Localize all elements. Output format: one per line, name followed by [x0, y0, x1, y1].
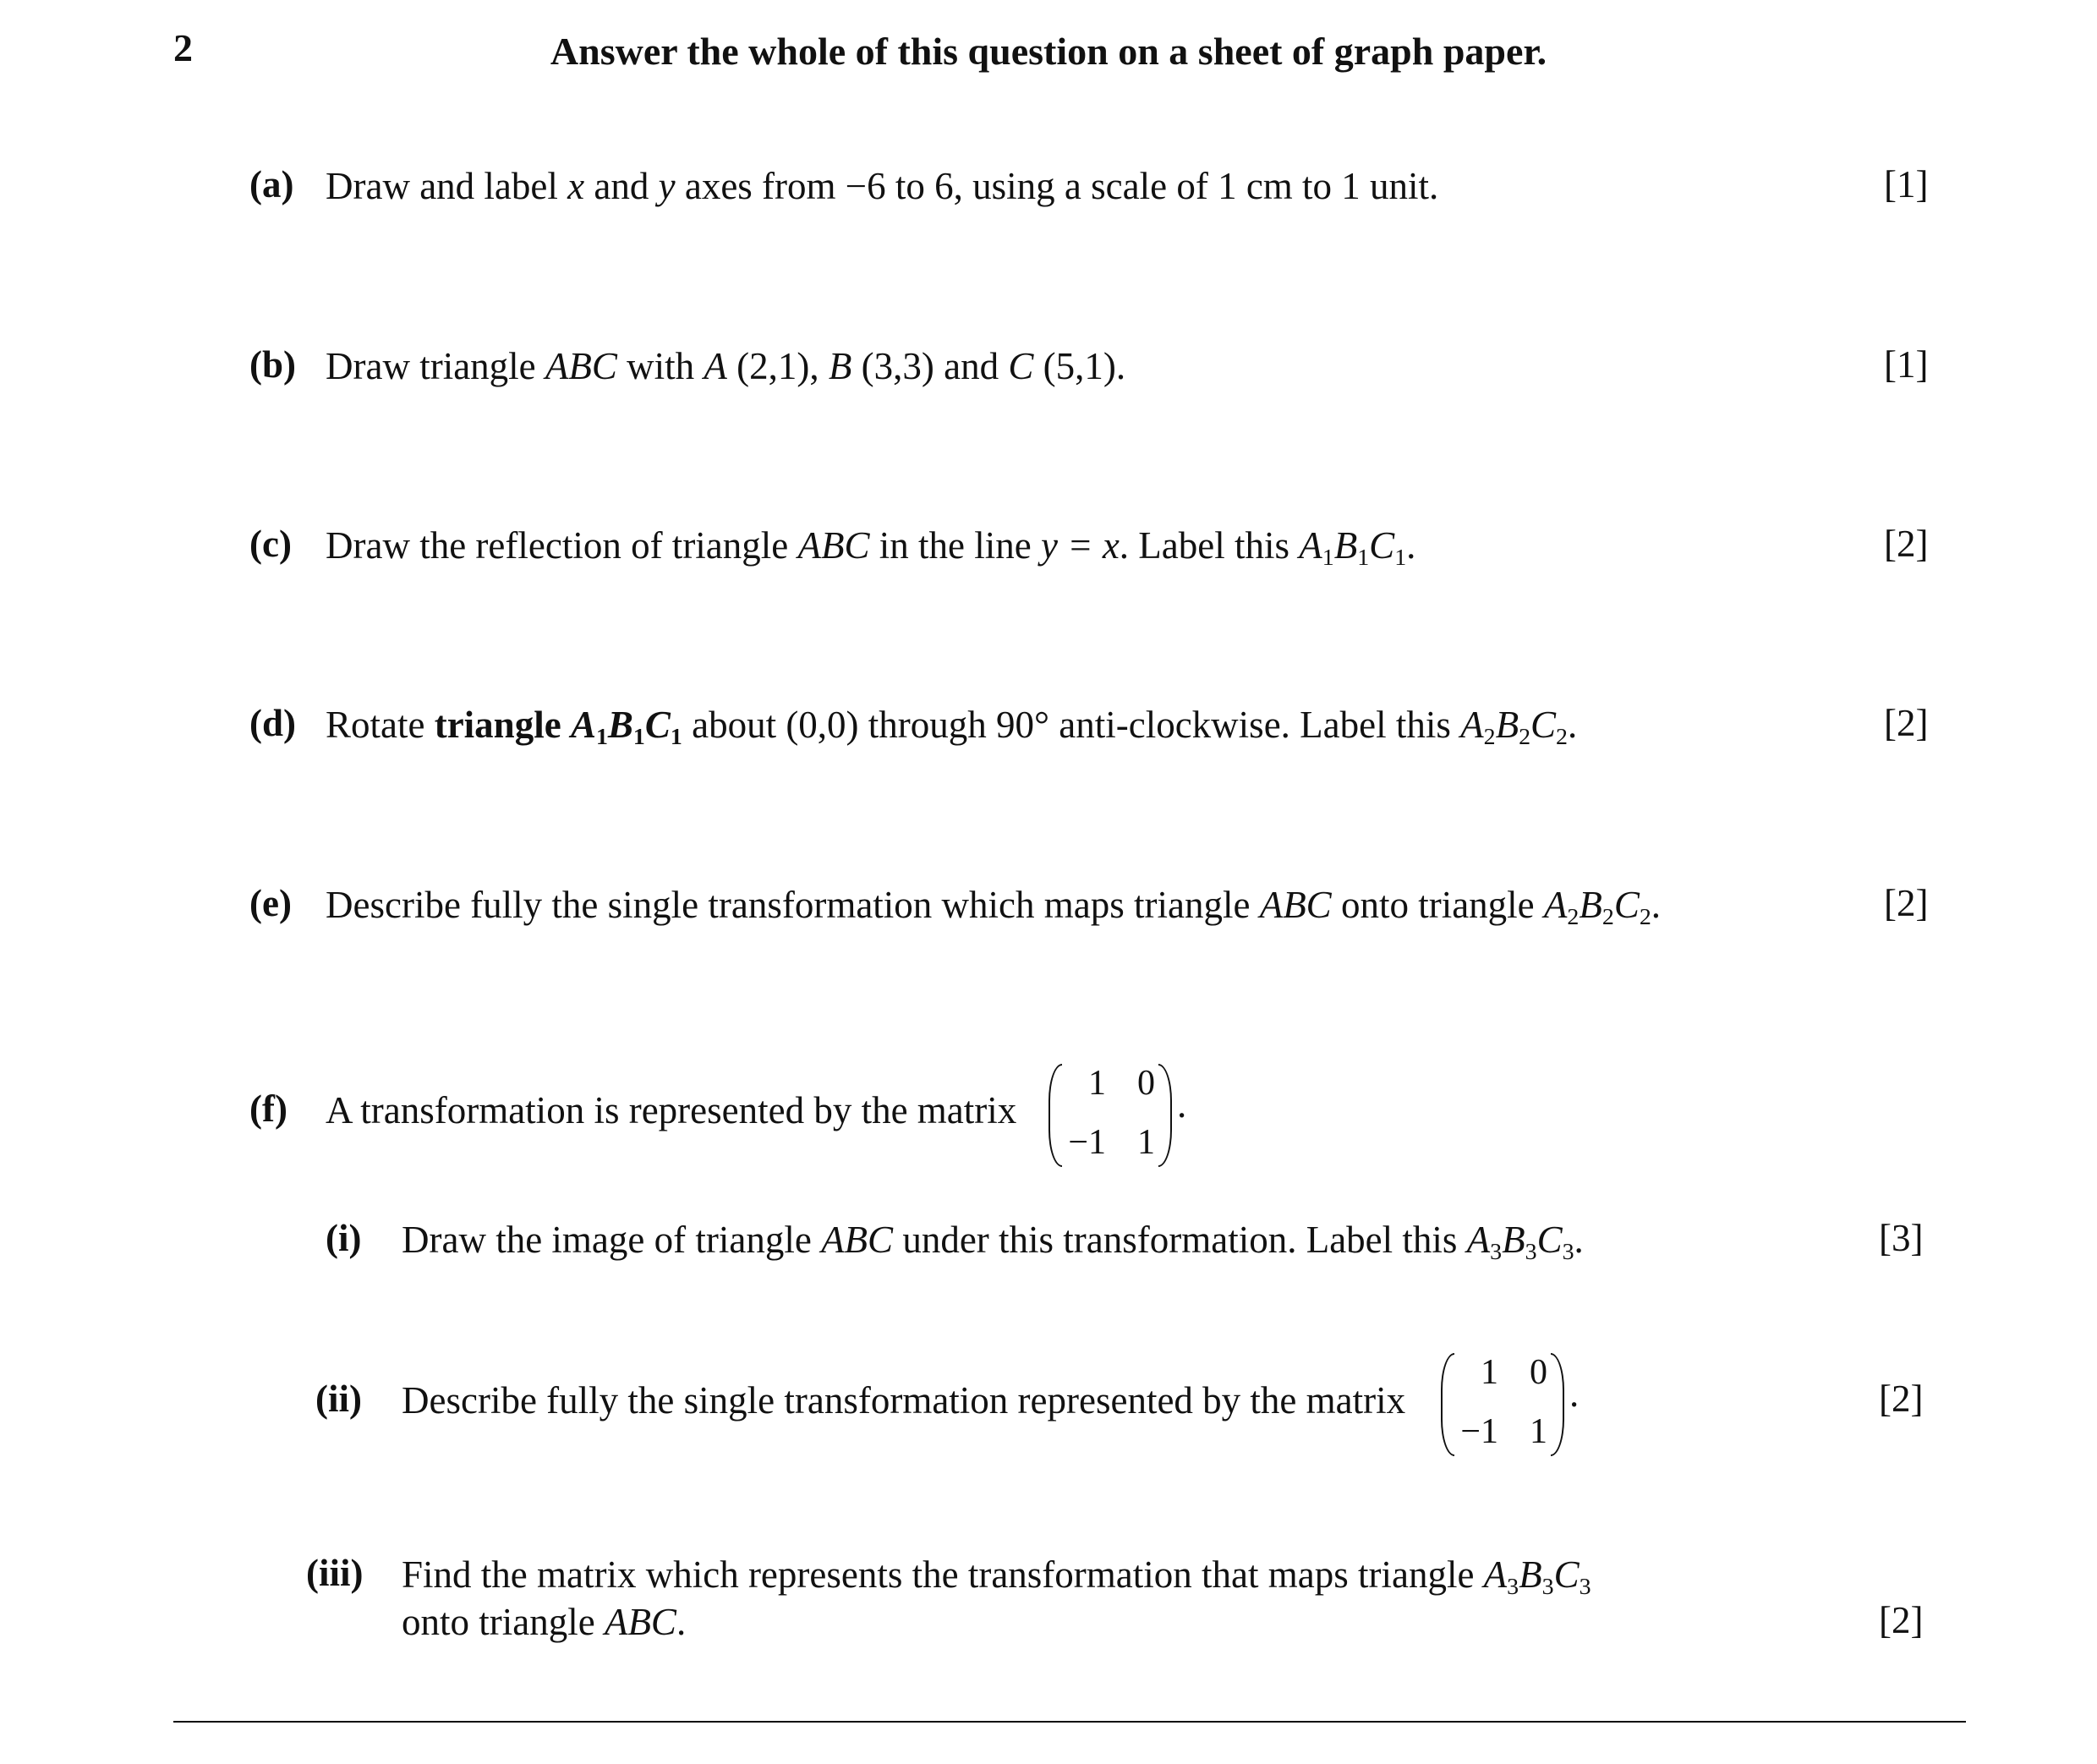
part-e-label: (e)	[249, 882, 292, 924]
part-f-iii-label: (iii)	[306, 1552, 364, 1594]
part-f-i-label: (i)	[326, 1217, 362, 1259]
matrix-cell: 1	[1530, 1412, 1547, 1451]
matrix-cell: 1	[1088, 1064, 1106, 1103]
matrix-cell: 1	[1481, 1353, 1498, 1392]
part-a-text: Draw and label x and y axes from −6 to 6, using a scale of 1 cm to 1 unit.	[326, 165, 1439, 207]
matrix-cell: −1	[1460, 1412, 1498, 1451]
part-b-label: (b)	[249, 343, 296, 386]
part-f-iii-text-line1: Find the matrix which represents the transformation that maps triangle $A_3B_3C_3$	[402, 1553, 1591, 1600]
part-c-text: Draw the reflection of triangle ABC in the line y = x. Label this $A_1B_1C_1$.	[326, 524, 1416, 571]
page-bottom-rule	[173, 1721, 1966, 1723]
part-f-iii-marks: [2]	[1879, 1599, 1924, 1641]
part-e-marks: [2]	[1884, 882, 1929, 924]
matrix-right-bracket	[1158, 1064, 1172, 1167]
matrix-left-bracket	[1441, 1353, 1454, 1456]
part-f-ii-period: .	[1569, 1372, 1580, 1415]
matrix-right-bracket	[1551, 1353, 1564, 1456]
matrix-cell: 0	[1137, 1064, 1155, 1103]
part-b-text: Draw triangle ABC with A (2,1), B (3,3) and C (5,1).	[326, 345, 1126, 387]
part-f-ii-label: (ii)	[315, 1378, 362, 1420]
part-a-marks: [1]	[1884, 163, 1929, 205]
part-f-text: A transformation is represented by the matrix	[326, 1089, 1017, 1131]
part-f-i-text: Draw the image of triangle ABC under this transformation. Label this $A_3B_3C_3$.	[402, 1219, 1584, 1265]
part-d-label: (d)	[249, 702, 296, 744]
matrix-cell: −1	[1068, 1123, 1106, 1162]
part-f-matrix	[1047, 1064, 1174, 1164]
part-f-iii-text-line2: onto triangle ABC.	[402, 1601, 687, 1643]
question-instruction: Answer the whole of this question on a sheet of graph paper.	[550, 30, 1547, 73]
matrix-cell: 1	[1137, 1123, 1155, 1162]
part-f-ii-matrix	[1439, 1353, 1566, 1453]
part-a-label: (a)	[249, 163, 294, 205]
part-f-label: (f)	[249, 1087, 287, 1130]
part-c-marks: [2]	[1884, 523, 1929, 565]
matrix-cell: 0	[1530, 1353, 1547, 1392]
part-e-text: Describe fully the single transformation which maps triangle ABC onto triangle $A_2B_2C_2$.	[326, 884, 1662, 930]
part-b-marks: [1]	[1884, 343, 1929, 386]
part-f-i-marks: [3]	[1879, 1217, 1924, 1259]
part-f-ii-marks: [2]	[1879, 1378, 1924, 1420]
part-f-ii-text: Describe fully the single transformation represented by the matrix	[402, 1379, 1406, 1422]
question-number: 2	[173, 26, 193, 69]
part-d-text: Rotate triangle $A_1B_1C_1$ about (0,0) through 90° anti-clockwise. Label this $A_2B_2C_2$.	[326, 704, 1578, 750]
part-d-marks: [2]	[1884, 702, 1929, 744]
part-c-label: (c)	[249, 523, 292, 565]
part-f-period: .	[1177, 1083, 1187, 1126]
matrix-left-bracket	[1048, 1064, 1062, 1167]
